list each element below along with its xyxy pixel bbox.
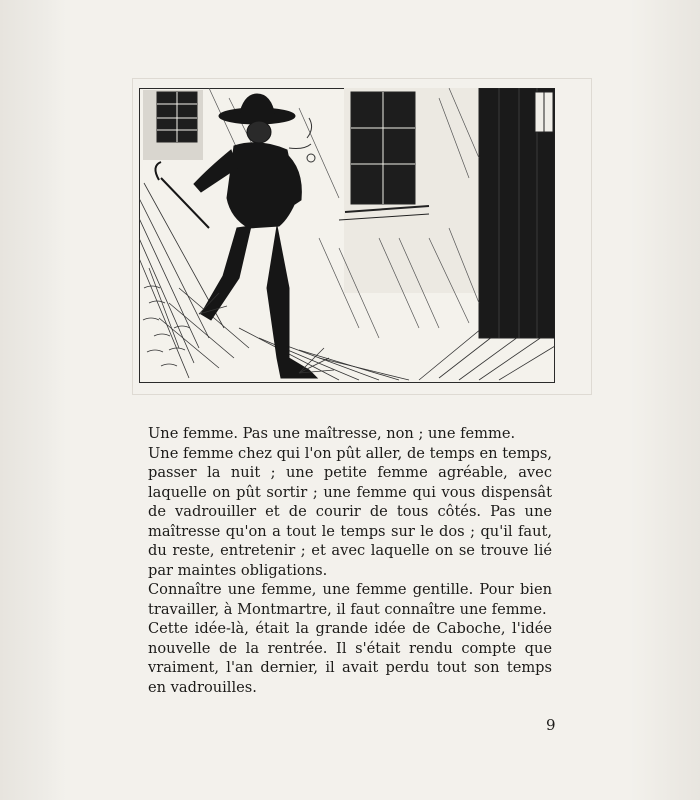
page-gutter-shadow [0, 0, 66, 800]
paragraph: Cette idée-là, était la grande idée de Caboche, l'idée nouvelle de la rentrée. Il s'était rendu compte que vraiment, l'an dernier, il avait perdu tout son temps en vadrouilles. [148, 620, 552, 696]
body-text [148, 424, 552, 697]
etching-illustration [139, 88, 555, 383]
right-house [339, 88, 555, 338]
page-edge-shadow [630, 0, 700, 800]
left-building [143, 90, 203, 160]
paragraph: Une femme. Pas une maîtresse, non ; une femme. [148, 425, 516, 442]
page-number: 9 [546, 716, 556, 734]
paragraph: Connaître une femme, une femme gentille. Pour bien travailler, à Montmartre, il faut connaître une femme. [148, 581, 552, 618]
running-man [194, 94, 317, 378]
paragraph: Une femme chez qui l'on pût aller, de temps en temps, passer la nuit ; une petite femme agréable, avec laquelle on pût sortir ; une femme qui vous dispensât de vadrouiller et de courir de tous côtés. Pas une maîtresse qu'on a tout le temps sur le dos ; qu'il faut, du reste, entretenir ; et avec laquelle on se trouve lié par maintes obligations. [148, 444, 552, 579]
